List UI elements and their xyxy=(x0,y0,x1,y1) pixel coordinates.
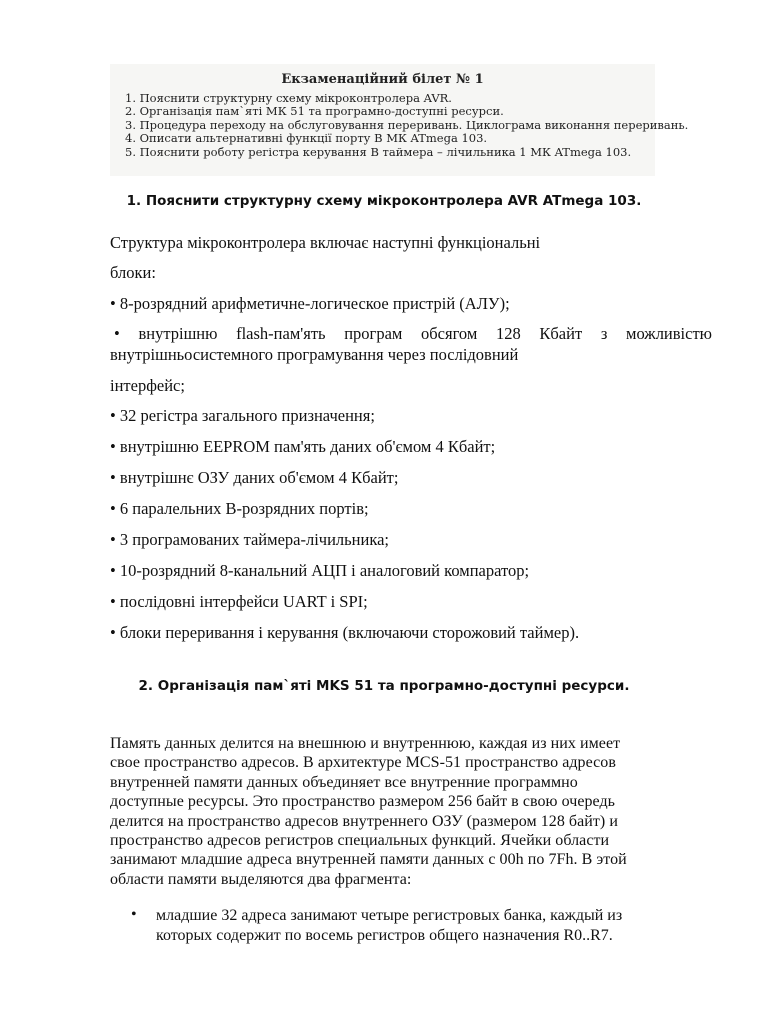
section1-intro-line: Структура мікроконтролера включає наступні функціональні xyxy=(110,233,541,252)
paragraph-line: Память данных делится на внешнюю и внутреннюю, каждая из них имеет xyxy=(110,735,621,752)
list-item: • 32 регістра загального призначення; xyxy=(110,406,375,425)
section1-intro-line: блоки: xyxy=(110,263,156,282)
ticket-question: 2. Організація пам`яті МК 51 та програмно-доступні ресурси. xyxy=(125,104,504,119)
ticket-title: Екзаменаційний білет № 1 xyxy=(281,72,484,87)
list-item: • 10-розрядний 8-канальний АЦП і аналоговий компаратор; xyxy=(110,561,530,580)
list-item: • послідовні інтерфейси UART і SPI; xyxy=(110,592,368,611)
paragraph-line: свое пространство адресов. В архитектуре MCS-51 пространство адресов xyxy=(110,754,616,772)
list-item: • внутрішнє ОЗУ даних об'ємом 4 Кбайт; xyxy=(110,468,399,487)
bullet-line: которых содержит по восемь регистров общего назначения R0..R7. xyxy=(156,927,613,944)
ticket-question: 3. Процедура переходу на обслуговування переривань. Циклограма виконання переривань. xyxy=(125,117,689,132)
section2-heading: 2. Організація пам`яті MKS 51 та програмно-доступні ресурси. xyxy=(138,678,630,694)
paragraph-line: области памяти выделяются два фрагмента: xyxy=(110,870,412,888)
paragraph-line: доступные ресурсы. Это пространство размером 256 байт в свою очередь xyxy=(110,793,615,811)
paragraph-line: занимают младшие адреса внутренней памяти данных с 00h по 7Fh. В этой xyxy=(110,851,627,869)
section2-paragraph xyxy=(110,734,690,889)
list-item: • блоки переривання і керування (включаючи сторожовий таймер). xyxy=(110,623,580,642)
section2-bullet-item xyxy=(156,906,696,946)
list-item: • внутрішню flash-пам'ять програм обсягом 128 Кбайт з можливістю xyxy=(114,324,712,343)
ticket-question: 1. Пояснити структурну схему мікроконтролера AVR. xyxy=(125,91,452,105)
list-item: • внутрішню EEPROM пам'ять даних об'ємом 4 Кбайт; xyxy=(110,437,496,456)
bullet-line: младшие 32 адреса занимают четыре регистровых банка, каждый из xyxy=(156,907,623,924)
paragraph-line: пространство адресов регистров специальных функций. Ячейки области xyxy=(110,832,610,850)
list-item: • 6 паралельних В-розрядних портів; xyxy=(110,499,369,518)
list-item: • 8-розрядний арифметичне-логическое пристрій (АЛУ); xyxy=(110,294,510,313)
section1-heading: 1. Пояснити структурну схему мікроконтролера AVR ATmega 103. xyxy=(126,193,642,209)
bullet-icon: • xyxy=(131,906,137,923)
paragraph-line: внутренней памяти данных объединяет все внутренние программно xyxy=(110,773,578,791)
ticket-question: 5. Пояснити роботу регістра керування В таймера – лічильника 1 МК ATmega 103. xyxy=(125,144,632,159)
ticket-question: 4. Описати альтернативні функції порту В МК ATmega 103. xyxy=(125,131,488,146)
exam-ticket-image xyxy=(110,64,689,176)
list-item-continuation: внутрішньосистемного програмування через послідовний xyxy=(110,345,519,364)
ticket-question-list xyxy=(110,91,689,159)
list-item-continuation: інтерфейс; xyxy=(110,376,185,395)
paragraph-line: делится на пространство адресов внутреннего ОЗУ (размером 128 байт) и xyxy=(110,812,618,830)
list-item: • 3 програмованих таймера-лічильника; xyxy=(110,530,390,549)
